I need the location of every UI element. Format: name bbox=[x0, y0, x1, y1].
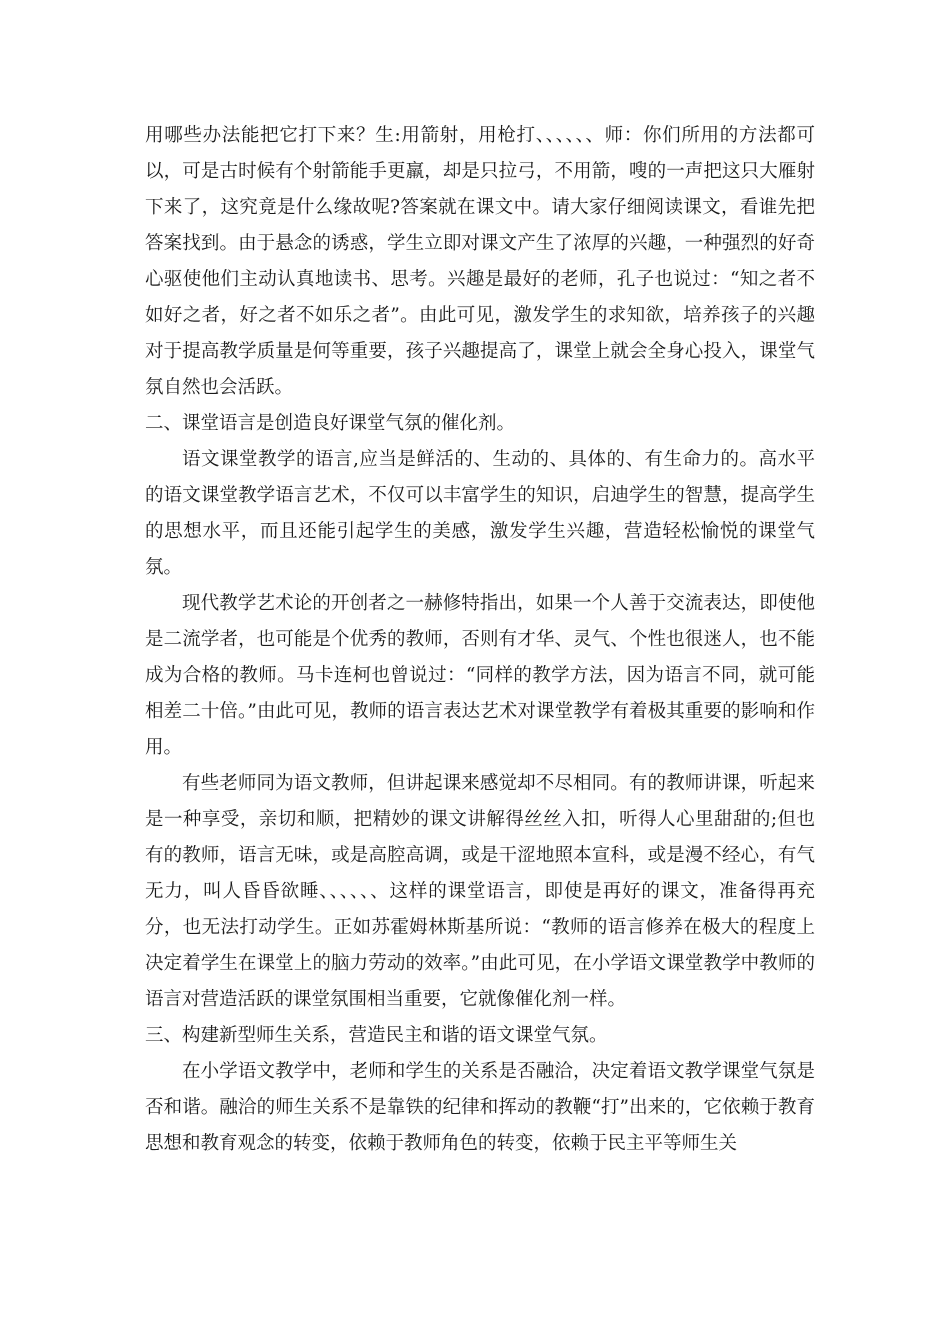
paragraph-continuation: 用哪些办法能把它打下来？生:用箭射，用枪打、、、、、、师：你们所用的方法都可以，可是古时候有个射箭能手更羸，却是只拉弓，不用箭，嗖的一声把这只大雁射下来了，这究竟是什么缘故呢?答案就在课文中。请大家仔细阅读课文，看谁先把答案找到。由于悬念的诱惑，学生立即对课文产生了浓厚的兴趣，一种强烈的好奇心驱使他们主动认真地读书、思考。兴趣是最好的老师，孔子也说过：“知之者不如好之者，好之者不如乐之者”。由此可见，激发学生的求知欲，培养孩子的兴趣对于提高教学质量是何等重要，孩子兴趣提高了，课堂上就会全身心投入，课堂气氛自然也会活跃。 bbox=[145, 125, 815, 398]
section-heading-3: 三、构建新型师生关系，营造民主和谐的语文课堂气氛。 bbox=[145, 1025, 608, 1046]
section-heading-2: 二、课堂语言是创造良好课堂气氛的催化剂。 bbox=[145, 413, 516, 434]
document-body bbox=[145, 118, 815, 1162]
paragraph: 在小学语文教学中，老师和学生的关系是否融洽，决定着语文教学课堂气氛是否和谐。融洽的师生关系不是靠铁的纪律和挥动的教鞭“打”出来的，它依赖于教育思想和教育观念的转变，依赖于教师角色的转变，依赖于民主平等师生关 bbox=[145, 1061, 815, 1154]
paragraph: 有些老师同为语文教师，但讲起课来感觉却不尽相同。有的教师讲课，听起来是一种享受，亲切和顺，把精妙的课文讲解得丝丝入扣，听得人心里甜甜的;但也有的教师，语言无味，或是高腔高调，或是干涩地照本宣科，或是漫不经心，有气无力，叫人昏昏欲睡、、、、、、这样的课堂语言，即使是再好的课文，准备得再充分，也无法打动学生。正如苏霍姆林斯基所说：“教师的语言修养在极大的程度上决定着学生在课堂上的脑力劳动的效率。”由此可见，在小学语文课堂教学中教师的语言对营造活跃的课堂氛围相当重要，它就像催化剂一样。 bbox=[145, 773, 815, 1010]
paragraph: 现代教学艺术论的开创者之一赫修特指出，如果一个人善于交流表达，即使他是二流学者，也可能是个优秀的教师，否则有才华、灵气、个性也很迷人，也不能成为合格的教师。马卡连柯也曾说过：“同样的教学方法，因为语言不同，就可能相差二十倍。”由此可见，教师的语言表达艺术对课堂教学有着极其重要的影响和作用。 bbox=[145, 593, 815, 758]
paragraph: 语文课堂教学的语言,应当是鲜活的、生动的、具体的、有生命力的。高水平的语文课堂教学语言艺术，不仅可以丰富学生的知识，启迪学生的智慧，提高学生的思想水平，而且还能引起学生的美感，激发学生兴趣，营造轻松愉悦的课堂气氛。 bbox=[145, 449, 815, 578]
